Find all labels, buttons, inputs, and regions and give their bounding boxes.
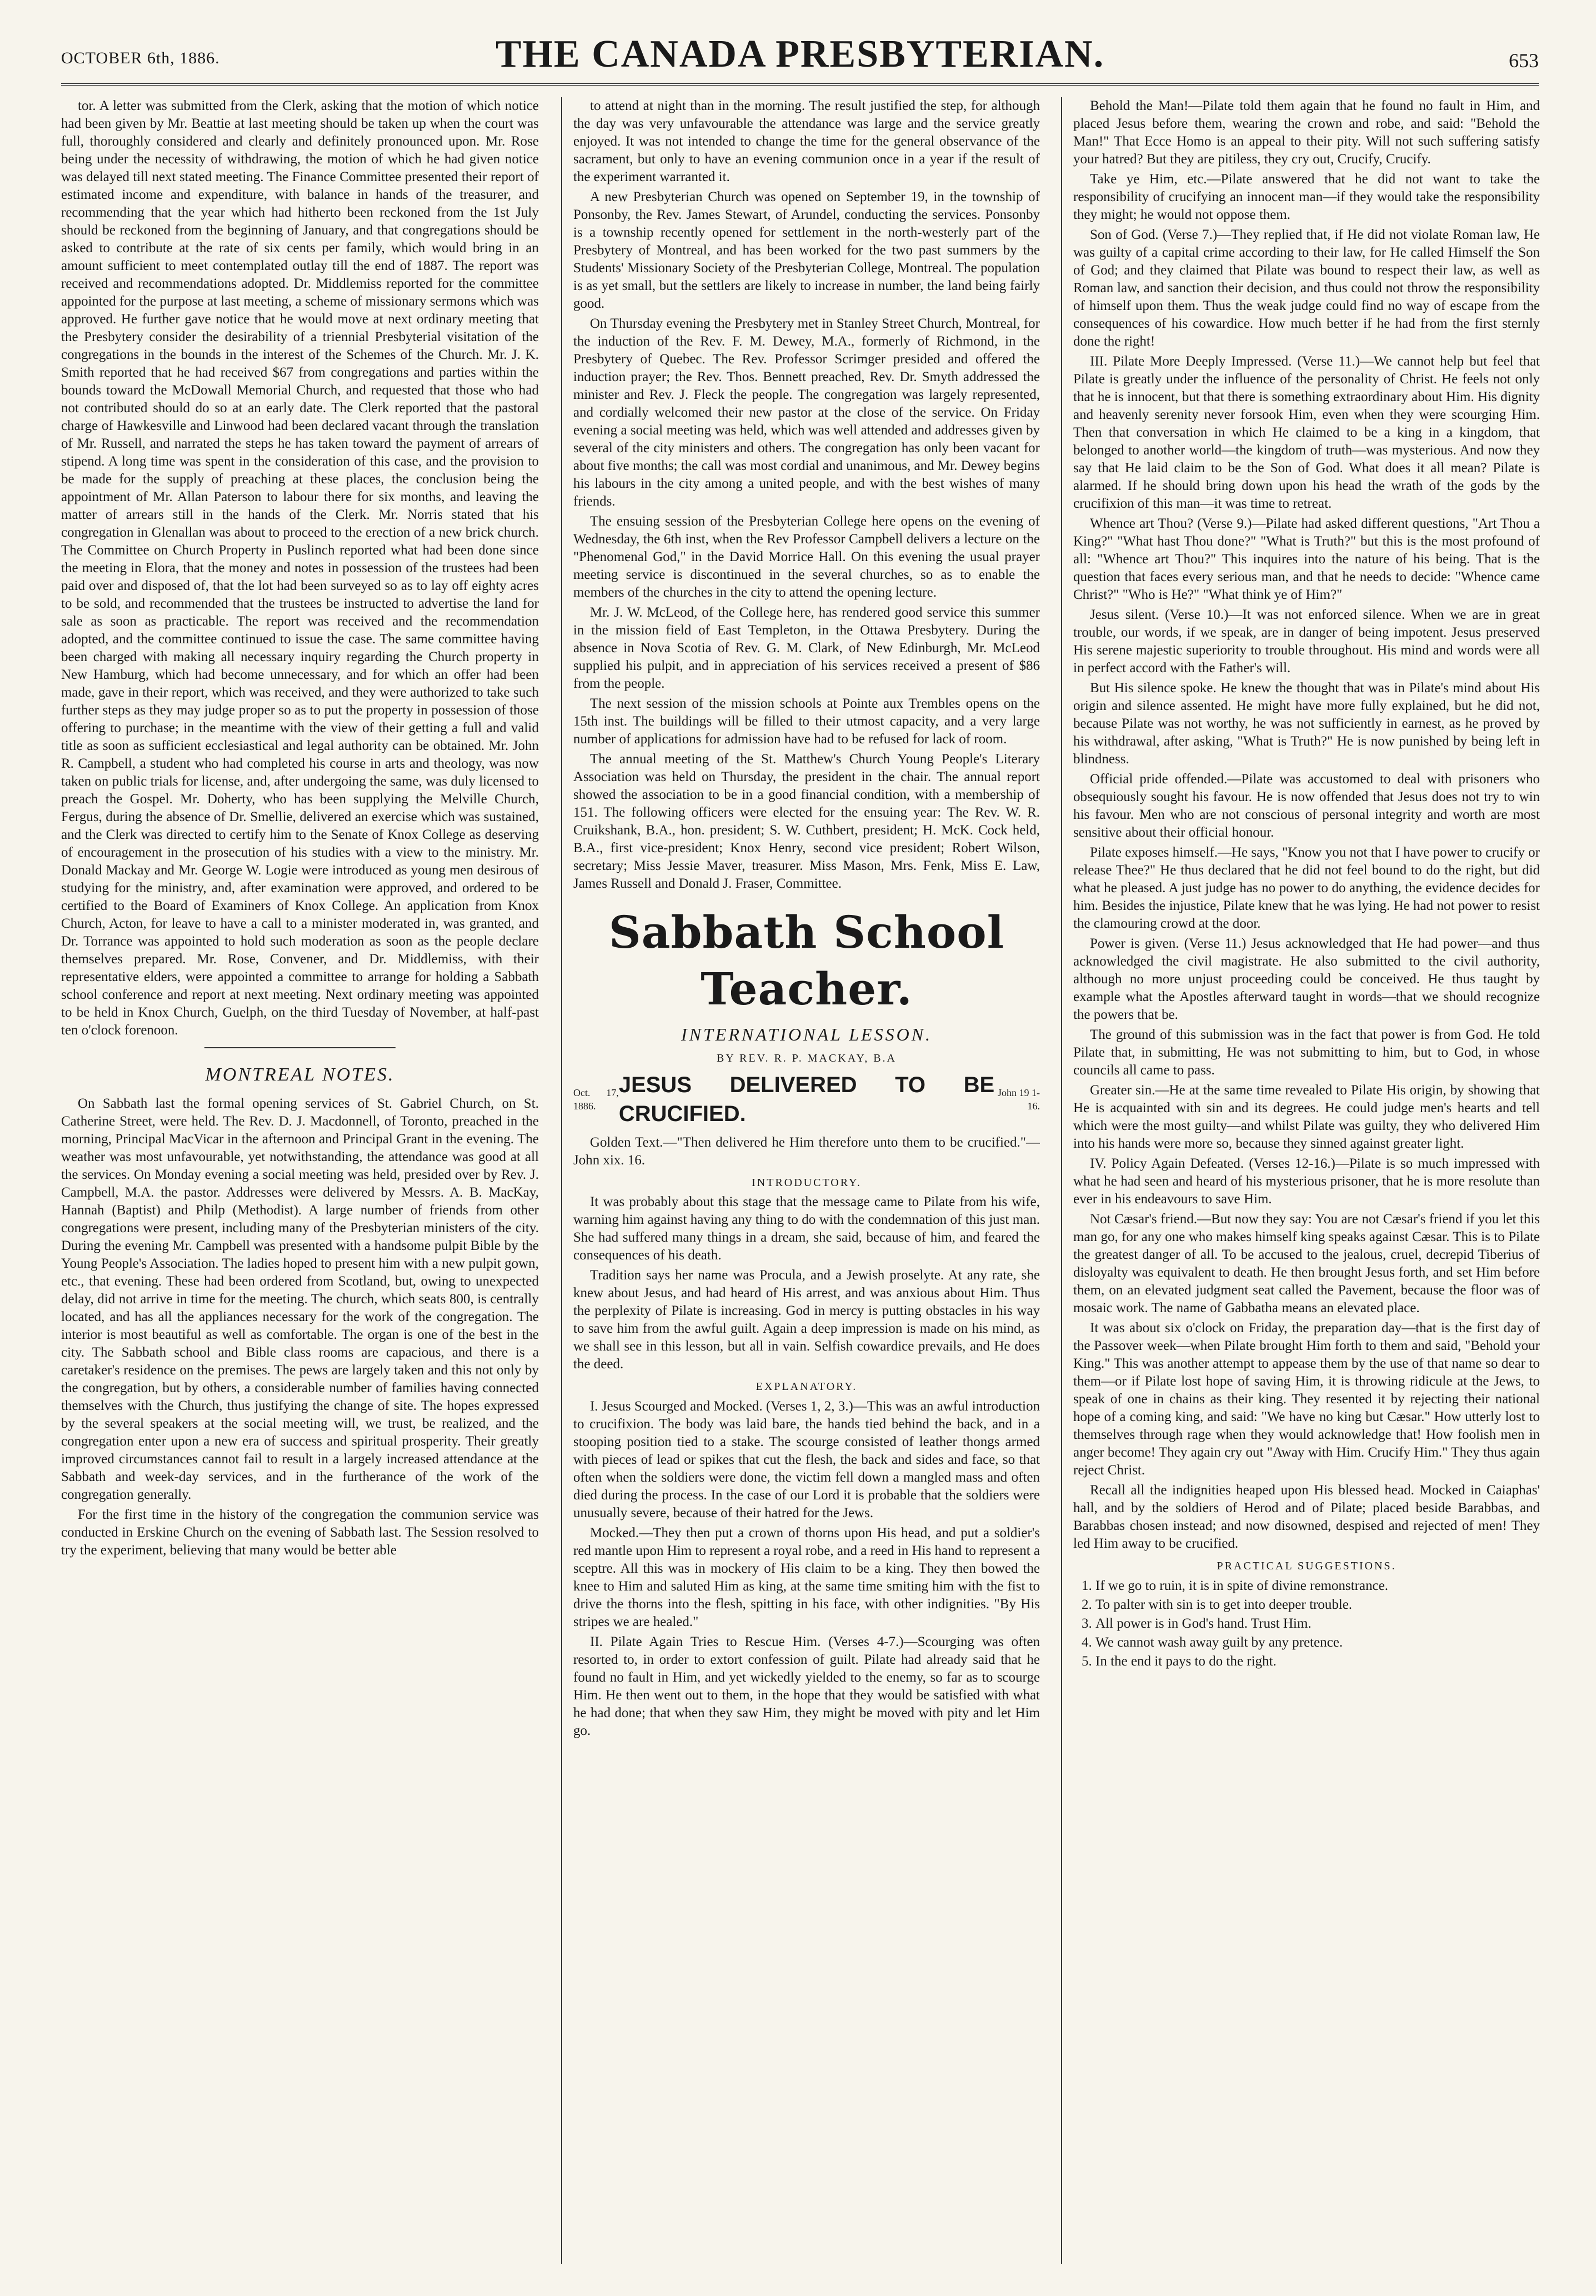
paragraph: Mocked.—They then put a crown of thorns upon His head, and put a soldier's red mantle upon Him to represent a royal robe, and a reed in His hand to represent a sceptre. All this was in mockery of His claim to be a king. They then bowed the knee to Him and saluted Him as king, at the same time smiting him with the fist to drive the thorns into the flesh, spitting in his face, with other indignities. "By His stripes we are healed." (573, 1525, 1040, 1629)
issue-date: OCTOBER 6th, 1886. (61, 49, 220, 67)
paragraph: Whence art Thou? (Verse 9.)—Pilate had asked different questions, "Art Thou a King?" "What hast Thou done?" "What is Truth?" but this is the most profound of all: "Whence art Thou?" This inquires into the nature of his being. That is the question that faces every serious man, and that he needs to decide: "Whence came Christ?" "Who is He?" "What think ye of Him?" (1073, 516, 1540, 602)
paragraph: Not Cæsar's friend.—But now they say: You are not Cæsar's friend if you let this man go, for any one who makes himself king speaks against Cæsar. This is to Pilate the greatest danger of all. To be accused to the jealous, cruel, decrepid Tiberius of disloyalty was equivalent to death. He then brought Jesus forth, and set Him before them, on an elevated judgment seat called the Pavement, because the floor was of mosaic work. The name of Gabbatha means an elevated place. (1073, 1212, 1540, 1315)
paragraph: But His silence spoke. He knew the thought that was in Pilate's mind about His origin and silence assented. He might have more fully explained, but he did not, because Pilate was not worthy, he was not sufficiently in earnest, as he proved by his withdrawal, after asking, "What is Truth?" He is now punished by being left in blindness. (1073, 681, 1540, 767)
list-item: 4. We cannot wash away guilt by any pretence. (1095, 1634, 1540, 1652)
paragraph: Greater sin.—He at the same time revealed to Pilate His origin, by showing that He is acquainted with sin and its degrees. He could judge men's hearts and tell which were the most guilty—and whilst Pilate was guilty, they who delivered Him into his hands were more so, because they sinned against greater light. (1073, 1083, 1540, 1151)
presbytery-report (61, 97, 539, 1039)
international-lesson-heading: INTERNATIONAL LESSON. (681, 1024, 933, 1044)
paragraph: Pilate exposes himself.—He says, "Know you not that I have power to crucify or release Thee?" He thus declared that he did not feel bound to do the right, but did what he pleased. A just judge has no power to do anything, the evidence decides for him. Besides the injustice, Pilate knew that he was lying. He had not power to resist the clamouring crowd at the door. (1073, 845, 1540, 931)
paragraph: For the first time in the history of the congregation the communion service was conducted in Erskine Church on the evening of Sabbath last. The Session resolved to try the experiment, believing that many would be better able (61, 1507, 539, 1558)
paragraph: A new Presbyterian Church was opened on September 19, in the township of Ponsonby, the Rev. James Stewart, of Arundel, conducting the services. Ponsonby is a township recently opened for settlement in the north-westerly part of the Presbytery of Montreal, and has been worked for the two past summers by the Students' Missionary Society of the Presbyterian College, Montreal. The population is as yet small, but the settlers are likely to increase in number, the land being fairly good. (573, 189, 1040, 311)
paragraph: tor. A letter was submitted from the Clerk, asking that the motion of which notice had been given by Mr. Beattie at last meeting should be taken up when the court was full, thoroughly considered and clearly and definitely pronounced upon. Mr. Rose being under the necessity of withdrawing, the motion of which he had given notice was delayed till next stated meeting. The Finance Committee presented their report of estimated income and expenditure, with balance in hands of the treasurer, and recommending that the year which had hitherto been reckoned from the 1st July should be reckoned from the beginning of January, and that congregations should be asked to contribute at the rate of six cents per family, which would bring in an amount sufficient to meet contemplated outlay till the end of 1887. The report was received and recommendations adopted. Dr. Middlemiss reported for the committee appointed for the purpose at last meeting, a scheme of missionary sermons which was approved. He further gave notice that he would move at next ordinary meeting that the Presbytery consider the desirability of a triennial Presbyterial visitation of the congregations in the bounds in the interest of the Schemes of the Church. Mr. J. K. Smith reported that he had received $67 from congregations and parties within the bounds toward the McDowall Memorial Church, and requested that those who had not contributed should do so at an early date. The Clerk reported that the pastoral charge of Hawkesville and Linwood had been declared vacant through the translation of Mr. Russell, and narrated the steps he has taken toward the payment of arrears of stipend. A long time was spent in the consideration of this case, and the provision to be made for the supply of preaching at these places, the conclusion being the appointment of Mr. Allan Paterson to labour there for six months, and leaving the matter of arrears still in the hands of the Clerk. Mr. Norris stated that his congregation in Glenallan was about to proceed to the erection of a new brick church. The Committee on Church Property in Puslinch reported what had been done since the meeting in Elora, that the money and notes in possession of the trustees had been paid over and disposed of, that the lot had been surveyed so as to lay off eighty acres to be sold, and recommended that the trustees be instructed to advertise the land for sale as soon as practicable. The report was received and the recommendation adopted, and the committee continued to issue the case. The same committee having been charged with making all necessary inquiry regarding the Church property in New Hamburg, which had become unnecessary, and for which an offer had been made, gave in their report, which was received, and they were authorized to take such further steps as they may judge proper so as to put the property in possession of those offering to purchase; in the meantime with the view of their getting a full and valid title as soon as sufficient ecclesiastical and legal authority can be obtained. Mr. John R. Campbell, a student who had completed his course in arts and theology, was now taken on public trials for license, and, after undergoing the same, was duly licensed to preach the Gospel. Mr. Doherty, who has been supplying the Melville Church, Fergus, during the absence of Dr. Smellie, delivered an exercise which was sustained, and the Clerk was directed to certify him to the Senate of Knox College as deserving of encouragement in the prosecution of his studies with a view to the ministry. Mr. Donald Mackay and Mr. George W. Logie were introduced as young men desirous of studying for the ministry, and, after examination were approved, and ordered to be certified to the Board of Examiners of Knox College. An application from Knox Church, Acton, for leave to have a call to a minister moderated in, was granted, and Dr. Torrance was appointed to hold such moderation as soon as the people declare themselves prepared. Mr. Rose, Convener, and Dr. Middlemiss, with their representative elders, were appointed a committee to arrange for holding a Sabbath school conference and report at next meeting. Next ordinary meeting was appointed to be held in Knox Church, Guelph, on the third Tuesday of November, at half-past ten o'clock forenoon. (61, 98, 539, 1038)
column-1 (61, 97, 539, 2264)
paragraph: Mr. J. W. McLeod, of the College here, has rendered good service this summer in the mission field of East Templeton, in the Ottawa Presbytery. During the absence in Nova Scotia of Rev. G. M. Clark, of New Edinburgh, Mr. McLeod supplied his pulpit, and in appreciation of his services received a present of $86 from the people. (573, 605, 1040, 691)
paragraph: The ground of this submission was in the fact that power is from God. He told Pilate that, in submitting, He was not submitting to him, but to God, in whose councils all came to pass. (1073, 1027, 1540, 1078)
paragraph: The next session of the mission schools at Pointe aux Trembles opens on the 15th inst. The buildings will be filled to their utmost capacity, and a very large number of applications for admission have had to be refused for lack of room. (573, 696, 1040, 747)
golden-text: Golden Text.—"Then delivered he Him therefore unto them to be crucified."—John xix. 16. (573, 1134, 1040, 1168)
sabbath-school-teacher-heading: Sabbath School Teacher. (608, 906, 1005, 1016)
explanatory-heading: EXPLANATORY. (756, 1380, 858, 1393)
column-3 (1061, 97, 1540, 2264)
paragraph: I. Jesus Scourged and Mocked. (Verses 1, 2, 3.)—This was an awful introduction to crucifixion. The body was laid bare, the hands tied behind the back, and in a stooping position tied to a stake. The scourge consisted of leather thongs armed with pieces of lead or spikes that cut the flesh, the back and sides and face, so that often when the soldiers were done, the victim fell down a mangled mass and often died during the process. In the case of our Lord it is probable that the soldiers were unusually severe, because of their hatred for the Jews. (573, 1398, 1040, 1520)
divider (204, 1047, 396, 1048)
montreal-notes (61, 1095, 539, 1559)
list-item: 3. All power is in God's hand. Trust Him. (1095, 1615, 1540, 1633)
paragraph: The annual meeting of the St. Matthew's Church Young People's Literary Association was held on Thursday, the president in the chair. The annual report showed the association to be in a good financial condition, with a membership of 151. The following officers were elected for the ensuing year: The Rev. W. R. Cruikshank, B.A., hon. president; S. W. Cuthbert, president; H. McK. Cock held, B.A., first vice-president; Knox Henry, second vice president; Robert Wilson, secretary; Miss Jessie Maver, treasurer. Miss Mason, Mrs. Fenk, Miss E. Law, James Russell and Donald J. Fraser, Committee. (573, 752, 1040, 891)
page-number: 653 (1509, 49, 1539, 72)
masthead (61, 22, 1539, 86)
newspaper-title: THE CANADA PRESBYTERIAN. (495, 33, 1105, 76)
paragraph: III. Pilate More Deeply Impressed. (Verse 11.)—We cannot help but feel that Pilate is greatly under the influence of the personality of Christ. He feels not only that he is innocent, but that there is something extraordinary about Him. His dignity and heavenly serenity never forsook Him, even when they were scourging Him. Then that conversation in which He claimed to be a king in a kingdom, that belonged to another world—the kingdom of truth—was mysterious. And now they say that He laid claim to be the Son of God. What does it all mean? Pilate is alarmed. If he should bring down upon his head the wrath of the gods by the crucifixion of this man—it was time to retreat. (1073, 354, 1540, 511)
lesson-header (573, 1071, 1040, 1128)
paragraph: It was about six o'clock on Friday, the preparation day—that is the first day of the Passover week—when Pilate brought Him forth to them and said, "Behold your King." This was another attempt to appease them by the use of that name so dear to them—or if Pilate lost hope of saving Him, it is throwing ridicule at the Jews, to speak of one in chains as their king. They resented it by rejecting their national hope of a coming king, and said: "We have no king but Cæsar." How utterly lost to themselves through rage when they would acknowledge that! How foolish men in anger become! They again cry out "Away with Him. Crucify Him." They thus again reject Christ. (1073, 1320, 1540, 1478)
column-2 (561, 97, 1040, 2264)
suggestions-list (1073, 1577, 1540, 1670)
paragraph: Recall all the indignities heaped upon His blessed head. Mocked in Caiaphas' hall, and by the soldiers of Herod and of Pilate; placed beside Barabbas, and Barabbas chosen instead; and now disowned, despised and rejected of men! They led Him away to be crucified. (1073, 1483, 1540, 1551)
paragraph: On Thursday evening the Presbytery met in Stanley Street Church, Montreal, for the induction of the Rev. F. M. Dewey, M.A., formerly of Richmond, in the Presbytery of Quebec. The Rev. Professor Scrimger presided and offered the induction prayer; the Rev. Thos. Bennett preached, Rev. Dr. Smyth addressed the minister and Rev. J. Fleck the people. The congregation was largely represented, and cordially welcomed their new pastor at the close of the service. On Friday evening a social meeting was held, which was well attended and addresses given by several of the city ministers and others. The congregation has only been vacant for about five months; the call was most cordial and unanimous, and Mr. Dewey begins his labours in the city among a united people, and with the best wishes of many friends. (573, 316, 1040, 509)
list-item: 5. In the end it pays to do the right. (1095, 1653, 1540, 1670)
lesson-title: JESUS DELIVERED TO BE CRUCIFIED. (618, 1073, 995, 1126)
lesson-date: Oct. 17, 1886. (573, 1087, 619, 1112)
paragraph: Behold the Man!—Pilate told them again that he found no fault in Him, and placed Jesus before them, wearing the crown and robe, and said: "Behold the Man!" That Ecce Homo is an appeal to their pity. Will not such suffering satisfy your hatred? But they are pitiless, they cry out, Crucify, Crucify. (1073, 98, 1540, 167)
montreal-notes-heading: MONTREAL NOTES. (205, 1064, 395, 1085)
paragraph: The ensuing session of the Presbyterian College here opens on the evening of Wednesday, the 6th inst, when the Rev Professor Campbell delivers a lecture on the "Phenomenal God," in the David Morrice Hall. On this evening the usual prayer meeting service is discontinued in the several churches, so as to enable the members of the churches in the city to attend the opening lecture. (573, 514, 1040, 600)
paragraph: Official pride offended.—Pilate was accustomed to deal with prisoners who obsequiously sought his favour. He is now offended that Jesus does not try to win his favour. Men who are not conscious of personal integrity and worth are most sensitive about their official honour. (1073, 772, 1540, 840)
practical-suggestions-heading: PRACTICAL SUGGESTIONS. (1217, 1560, 1397, 1572)
paragraph: Power is given. (Verse 11.) Jesus acknowledged that He had power—and thus acknowledged the civil magistrate. He also submitted to the civil authority, although no more unjust proceeding could be conceived. He thus taught by example what the Apostles afterward taught in words—that we should recognize the powers that be. (1073, 936, 1540, 1022)
byline: BY REV. R. P. MACKAY, B.A (717, 1052, 897, 1064)
list-item: 1. If we go to ruin, it is in spite of divine remonstrance. (1095, 1577, 1540, 1595)
paragraph: IV. Policy Again Defeated. (Verses 12-16.)—Pilate is so much impressed with what he had seen and heard of his mysterious prisoner, that he is more resolute than ever in his endeavours to save Him. (1073, 1156, 1540, 1207)
introductory-heading: INTRODUCTORY. (752, 1176, 862, 1189)
paragraph: II. Pilate Again Tries to Rescue Him. (Verses 4-7.)—Scourging was often resorted to, in order to extort confession of guilt. Pilate had already said that he found no fault in Him, and yet wickedly yielded to the enemy, so far as to scourge Him. He then went out to them, in the hope that they would be satisfied with what he had done; that when they saw Him, they might be moved with pity and let Him go. (573, 1634, 1040, 1738)
lesson-scripture: John 19 1-16. (997, 1087, 1040, 1112)
paragraph: On Sabbath last the formal opening services of St. Gabriel Church, on St. Catherine Street, were held. The Rev. D. J. Macdonnell, of Toronto, preached in the morning, Principal MacVicar in the afternoon and Principal Grant in the evening. The weather was most unfavourable, yet notwithstanding, the attendance was good at all the services. On Monday evening a social meeting was held, presided over by Rev. J. Campbell, M.A. the pastor. Addresses were delivered by Messrs. A. B. MacKay, Hannah (Baptist) and Philp (Methodist). A large number of friends from other congregations were present, including many of the Presbyterian ministers of the city. During the evening Mr. Campbell was presented with a handsome pulpit Bible by the Young People's Association. The ladies hoped to present him with a new pulpit gown, etc., that evening. These had been ordered from Scotland, but, owing to unexpected delay, did not arrive in time for the meeting. The church, which seats 800, is centrally located, and has all the appliances necessary for the work of the congregation. The interior is most beautiful as well as comfortable. The organ is one of the best in the city. The Sabbath school and Bible class rooms are capacious, and there is a caretaker's residence on the premises. The pews are largely taken and this not only by the congregation, but by others, a considerable number of families having connected themselves with the Church, thus justifying the change of site. The hopes expressed by the several speakers at the social meeting will, we trust, be realized, and the congregation enter upon a new era of success and spiritual prosperity. Their greatly improved circumstances cannot fail to result in a largely increased attendance at the Sabbath and week-day services, and in the furtherance of the work of the congregation generally. (61, 1096, 539, 1502)
paragraph: Son of God. (Verse 7.)—They replied that, if He did not violate Roman law, He was guilty of a capital crime according to their law, for He called Himself the Son of God; and they claimed that Pilate was bound to respect their law, as well as Roman law, and sanction their decision, and thus could not throw the responsibility of himself upon them. Thus the weak judge could find no way of escape from the consequences of his cowardice. How much better if he had from the first sternly done the right! (1073, 227, 1540, 349)
paragraph: Take ye Him, etc.—Pilate answered that he did not want to take the responsibility of crucifying an innocent man—if they would take the responsibility they might; he would not oppose them. (1073, 172, 1540, 222)
paragraph: It was probably about this stage that the message came to Pilate from his wife, warning him against having any thing to do with the condemnation of this just man. She had suffered many things in a dream, she said, because of him, and feared the consequences of his death. (573, 1194, 1040, 1263)
paragraph: Tradition says her name was Procula, and a Jewish proselyte. At any rate, she knew about Jesus, and had heard of His arrest, and was anxious about Him. Thus the perplexity of Pilate is increasing. God in mercy is putting obstacles in his way to save him from the awful guilt. Again a deep impression is made on his mind, as we shall see in this lesson, but all in vain. Selfish cowardice prevails, and He does the deed. (573, 1268, 1040, 1372)
list-item: 2. To palter with sin is to get into deeper trouble. (1095, 1596, 1540, 1614)
paragraph: Jesus silent. (Verse 10.)—It was not enforced silence. When we are in great trouble, our words, if we speak, are in danger of being impotent. Jesus preserved His serene majestic superiority to trouble throughout. His mind and words were all in perfect accord with the Father's will. (1073, 607, 1540, 676)
paragraph: to attend at night than in the morning. The result justified the step, for although the day was very unfavourable the attendance was large and the service greatly enjoyed. It was not intended to change the time for the general observance of the sacrament, but only to have an evening communion once in a year if the result of the experiment warranted it. (573, 98, 1040, 184)
